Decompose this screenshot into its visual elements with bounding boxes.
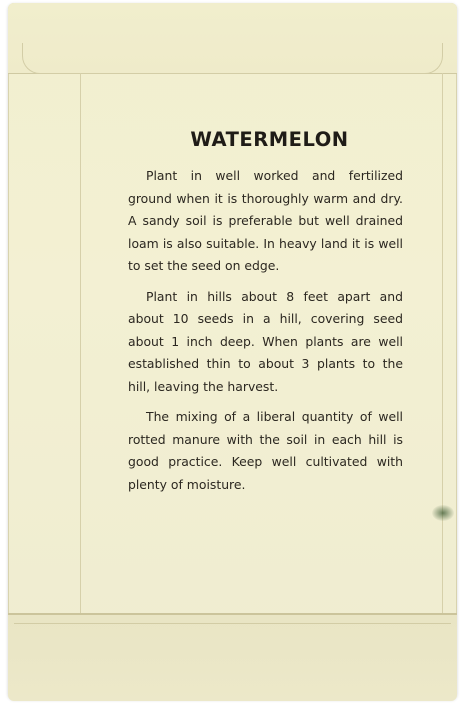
paragraph-soil: Plant in well worked and fertilized ground when it is thoroughly warm and dry. A sandy soil is preferable but well drained loam is also suitable. In heavy land it is well to set the seed on edge. bbox=[128, 168, 403, 273]
top-flap bbox=[8, 3, 457, 74]
right-fold-line bbox=[442, 73, 443, 613]
page-title: WATERMELON bbox=[190, 128, 349, 151]
paragraph-care: The mixing of a liberal quantity of well rotted manure with the soil in each hill is good practice. Keep well cultivated with plenty of moisture. bbox=[128, 409, 403, 492]
instructions-block bbox=[128, 128, 403, 504]
left-fold-line bbox=[80, 73, 81, 613]
paragraph-planting: Plant in hills about 8 feet apart and about 10 seeds in a hill, covering seed about 1 inch deep. When plants are well established thin to about 3 plants to the hill, leaving the harvest. bbox=[128, 288, 403, 394]
bottom-flap bbox=[8, 613, 457, 701]
green-stain bbox=[432, 505, 454, 521]
